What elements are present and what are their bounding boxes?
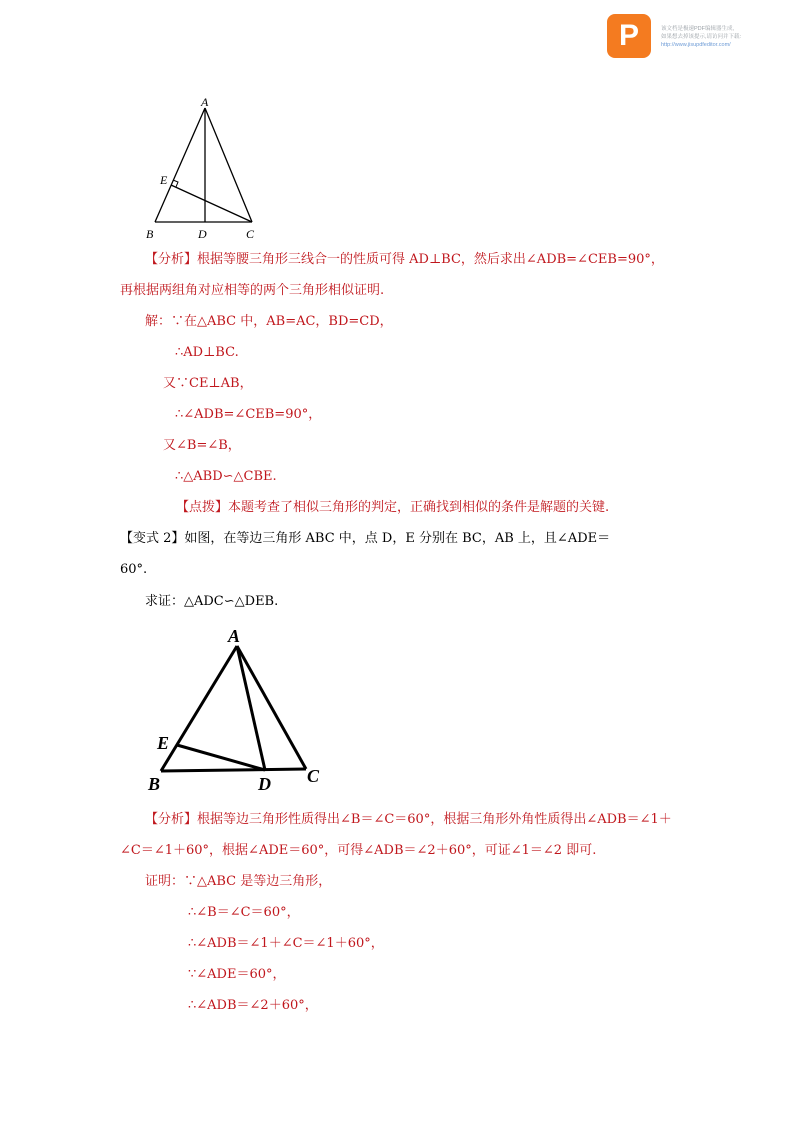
solution-1-line-4: ∴∠ADB=∠CEB=90°， [175, 407, 322, 422]
figure-1-isosceles-triangle [140, 92, 270, 242]
watermark-link[interactable]: http://www.jisupdfeditor.com/ [661, 42, 731, 48]
pdf-editor-logo [607, 14, 651, 58]
label-d: D [198, 227, 207, 241]
label-a: A [228, 626, 241, 646]
solution-1-line-1: 解：∵在△ABC 中，AB=AC，BD=CD， [145, 314, 393, 329]
variant-2-prove: 求证：△ADC∽△DEB. [145, 594, 279, 609]
side-ac [237, 646, 306, 769]
tip-1: 【点拨】本题考查了相似三角形的判定，正确找到相似的条件是解题的关键. [176, 500, 610, 515]
solution-1-line-3: 又∵CE⊥AB， [163, 376, 253, 391]
solution-1-line-6: ∴△ABD∽△CBE. [175, 469, 277, 484]
watermark-line-2: 如果想去掉该提示,请访问并下载: [661, 34, 742, 40]
label-b: B [146, 227, 154, 241]
label-c: C [246, 227, 255, 241]
side-ac [205, 108, 252, 222]
label-e: E [157, 733, 170, 753]
proof-2-line-5: ∴∠ADB＝∠2＋60°， [188, 998, 318, 1013]
label-c: C [307, 766, 320, 786]
solution-1-line-2: ∴AD⊥BC. [175, 345, 239, 360]
analysis-1-line-2: 再根据两组角对应相等的两个三角形相似证明. [120, 283, 385, 298]
variant-2-text-1: 如图，在等边三角形 ABC 中，点 D，E 分别在 BC，AB 上，且∠ADE＝ [184, 531, 611, 546]
segment-de [177, 745, 265, 770]
proof-2-line-2: ∴∠B＝∠C＝60°， [188, 905, 300, 920]
analysis-2-line-1: 【分析】根据等边三角形性质得出∠B＝∠C＝60°，根据三角形外角性质得出∠ADB＝∠1＋ [145, 812, 672, 827]
analysis-2-line-2: ∠C＝∠1＋60°，根据∠ADE＝60°，可得∠ADB＝∠2＋60°，可证∠1＝∠2 即可. [120, 843, 597, 858]
logo-letter: P [618, 19, 639, 52]
analysis-1-line-1: 【分析】根据等腰三角形三线合一的性质可得 AD⊥BC，然后求出∠ADB=∠CEB=90°， [145, 252, 664, 267]
proof-2-line-4: ∵∠ADE＝60°， [188, 967, 286, 982]
solution-1-line-5: 又∠B=∠B， [163, 438, 241, 453]
altitude-ce [171, 185, 252, 222]
label-b: B [148, 774, 161, 794]
variant-2-label: 【变式 2】 [120, 531, 185, 546]
watermark-line-1: 该文档是极速PDF编辑器生成, [661, 26, 735, 32]
variant-2-line-2: 60°. [120, 562, 148, 577]
side-bc [161, 769, 306, 771]
proof-2-line-3: ∴∠ADB＝∠1＋∠C＝∠1＋60°， [188, 936, 384, 951]
label-d: D [258, 774, 271, 794]
figure-2-equilateral-triangle [140, 620, 340, 800]
label-e: E [160, 173, 168, 187]
side-ab [155, 108, 205, 222]
label-a: A [201, 95, 209, 109]
segment-ad [237, 646, 265, 770]
proof-2-line-1: 证明：∵△ABC 是等边三角形， [145, 874, 332, 889]
variant-2-line-1 [120, 531, 610, 547]
